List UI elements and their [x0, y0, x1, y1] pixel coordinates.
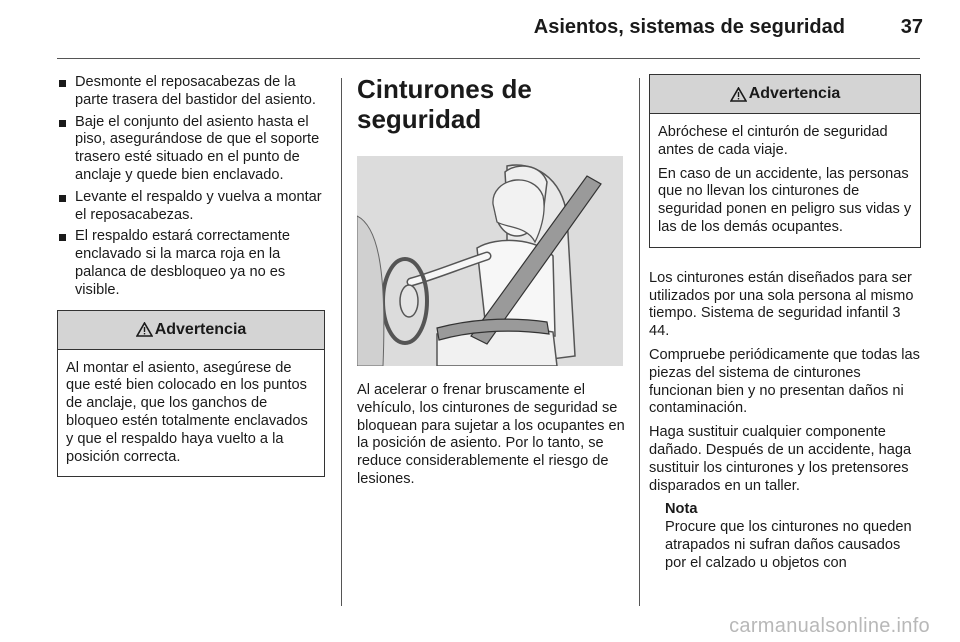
warning-title: Advertencia — [748, 85, 841, 103]
bullet-square-icon — [59, 80, 66, 87]
column-divider-2 — [639, 78, 640, 606]
body-paragraph-1 — [649, 270, 921, 341]
seatbelt-figure-icon — [357, 156, 623, 366]
bullet-square-icon — [59, 120, 66, 127]
watermark: carmanualsonline.info — [729, 615, 930, 637]
section-title: Cinturones de seguridad — [357, 74, 532, 134]
header-title: Asientos, sistemas de seguridad — [533, 16, 845, 38]
warning-text: Al montar el asiento, asegúrese de que esté bien colocado en los puntos de anclaje, que los ganchos de bloqueo estén totalmente enclavados y que el respaldo haya vuelto a la posición correcta. — [66, 359, 308, 465]
body-paragraph: Al acelerar o frenar bruscamente el vehículo, los cinturones de seguridad se bloquean para sujetar a los ocupantes en la posición de asiento. Por lo tanto, se reduce considerablemente el riesgo de lesiones. — [357, 382, 625, 487]
body-paragraph-2: Compruebe periódicamente que todas las piezas del sistema de cinturones funcionan bien y no presentan daños ni contaminación. — [649, 346, 920, 417]
column-1 — [57, 74, 325, 477]
list-item — [57, 74, 325, 110]
list-item — [57, 114, 325, 185]
warning-body — [650, 114, 920, 247]
warning-title: Advertencia — [154, 320, 247, 338]
note-label: Nota — [665, 501, 698, 518]
note-block — [649, 501, 921, 572]
list-item-text: El respaldo estará correctamente enclavado si la marca roja en la palanca de desbloqueo ya no es visible. — [75, 228, 290, 298]
warning-text-1: Abróchese el cinturón de seguridad antes de cada viaje. — [658, 124, 888, 158]
warning-triangle-icon — [730, 87, 747, 102]
page-number: 37 — [900, 16, 923, 38]
list-item-text: Levante el respaldo y vuelva a montar el reposacabezas. — [75, 188, 322, 223]
body-paragraph-3: Haga sustituir cualquier componente dañado. Después de un accidente, haga sustituir los cinturones y los pretensores disparados en un taller. — [649, 424, 912, 494]
list-item — [57, 189, 325, 225]
warning-box-seat — [57, 310, 325, 478]
warning-text-2: En caso de un accidente, las personas que no llevan los cinturones de seguridad ponen en peligro sus vidas y las de los demás ocupantes. — [658, 165, 912, 235]
list-item — [57, 228, 325, 299]
body-paragraph-1-text: Los cinturones están diseñados para ser utilizados por una sola persona al mismo tiempo. Sistema de seguridad infantil — [649, 269, 914, 322]
warning-header — [58, 311, 324, 350]
header-rule — [57, 58, 920, 59]
list-item-text: Desmonte el reposacabezas de la parte trasera del bastidor del asiento. — [75, 74, 316, 108]
warning-triangle-icon — [136, 322, 153, 337]
column-2 — [357, 74, 625, 495]
page-reference: 3 44. — [649, 305, 901, 340]
note-text: Procure que los cinturones no queden atrapados ni sufran daños causados por el calzado u objetos con — [665, 519, 912, 571]
seatbelt-illustration — [357, 156, 623, 366]
list-item-text: Baje el conjunto del asiento hasta el piso, asegurándose de que el soporte trasero esté situado en el punto de anclaje y quede bien enclavado. — [75, 113, 320, 183]
column-3 — [649, 74, 921, 573]
warning-body — [58, 350, 324, 477]
warning-box-belt — [649, 74, 921, 248]
page-header — [0, 0, 960, 60]
warning-header — [650, 75, 920, 114]
column-divider-1 — [341, 78, 342, 606]
bullet-square-icon — [59, 195, 66, 202]
bullet-square-icon — [59, 234, 66, 241]
